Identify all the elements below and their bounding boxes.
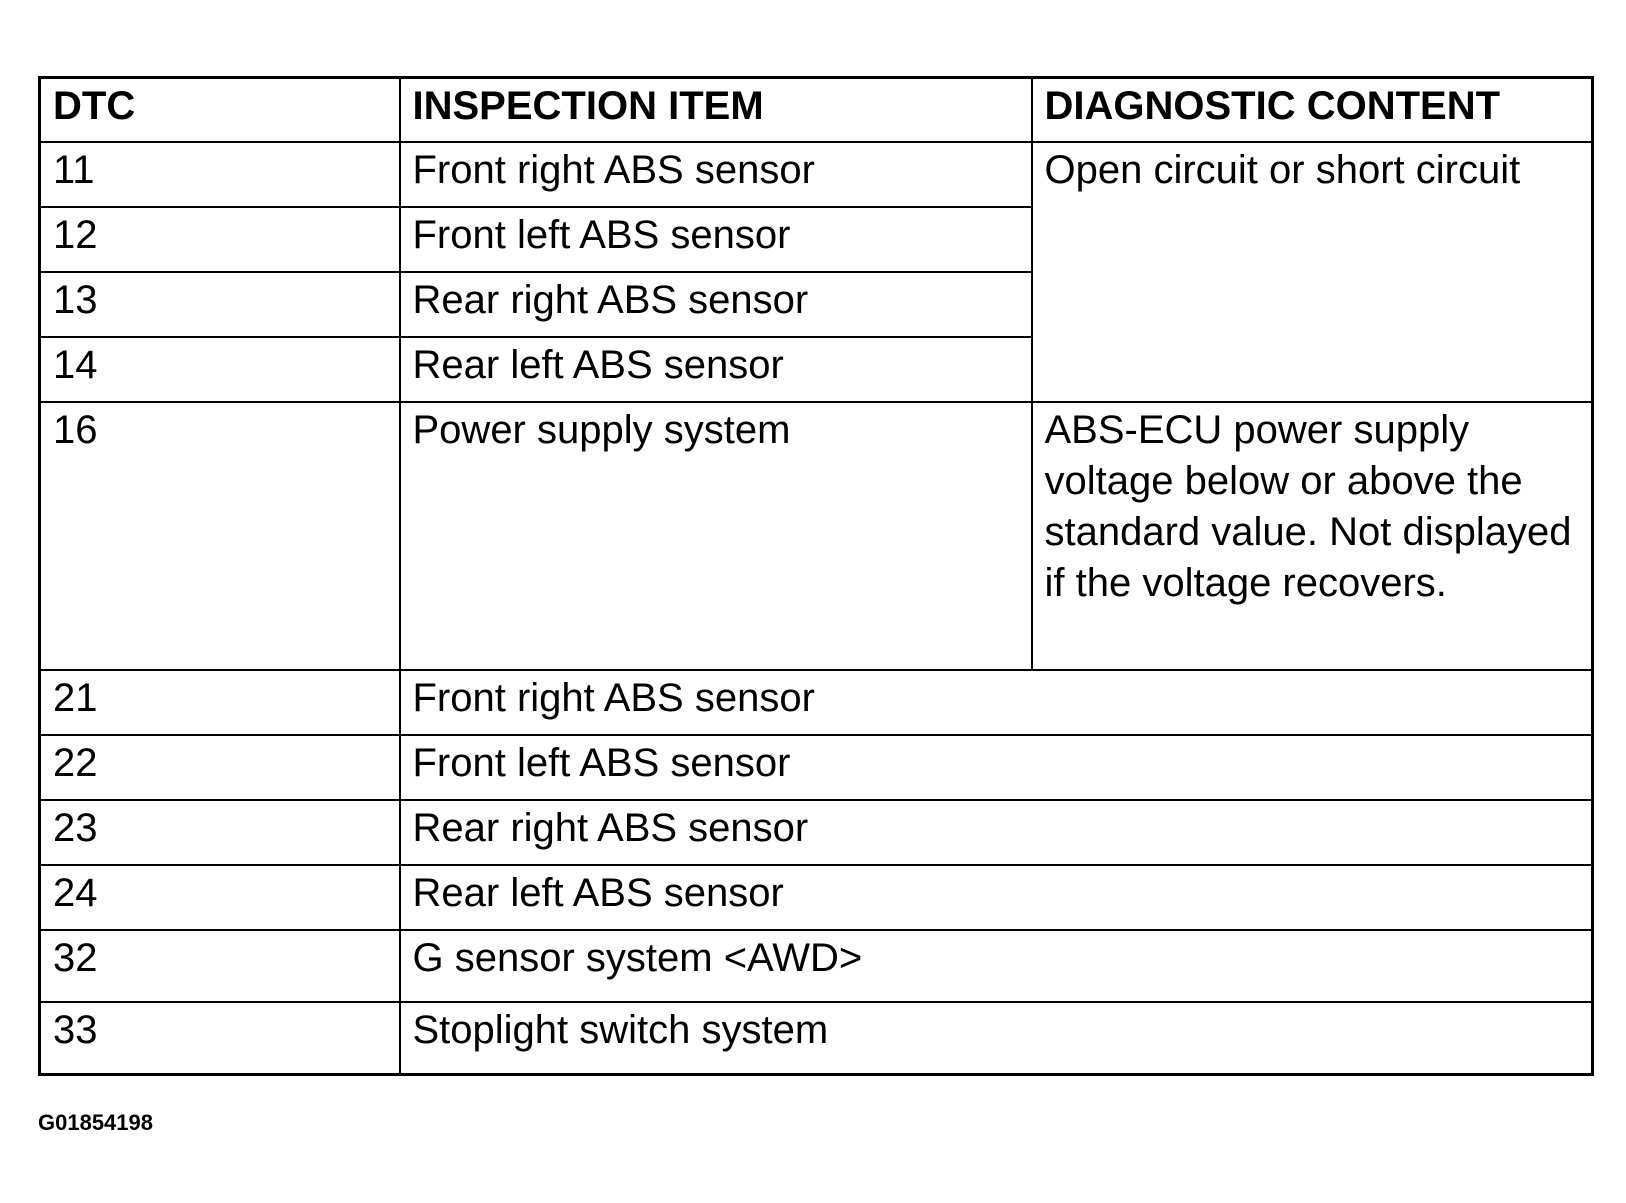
dtc-table — [38, 76, 1594, 1076]
dtc-cell: 11 — [40, 142, 400, 207]
inspection-item-cell: Rear left ABS sensor — [400, 865, 1593, 930]
table-row — [40, 800, 1593, 865]
dtc-cell: 12 — [40, 207, 400, 272]
diagnostic-content-cell: Open circuit or short circuit — [1032, 142, 1593, 402]
diagnostic-content-cell: ABS-ECU power supply voltage below or above the standard value. Not displayed if the voltage recovers. — [1032, 402, 1593, 670]
dtc-cell: 16 — [40, 402, 400, 670]
inspection-item-cell: Front right ABS sensor — [400, 670, 1593, 735]
table-row — [40, 142, 1593, 207]
table-row — [40, 930, 1593, 1002]
header-row — [40, 78, 1593, 143]
dtc-cell: 21 — [40, 670, 400, 735]
table-row — [40, 865, 1593, 930]
inspection-item-cell: Rear right ABS sensor — [400, 272, 1032, 337]
table-row — [40, 670, 1593, 735]
inspection-item-cell: Rear right ABS sensor — [400, 800, 1593, 865]
dtc-cell: 14 — [40, 337, 400, 402]
table-row — [40, 735, 1593, 800]
header-inspection-item: INSPECTION ITEM — [400, 78, 1032, 143]
header-diagnostic-content: DIAGNOSTIC CONTENT — [1032, 78, 1593, 143]
dtc-cell: 22 — [40, 735, 400, 800]
dtc-cell: 13 — [40, 272, 400, 337]
inspection-item-cell: Front left ABS sensor — [400, 735, 1593, 800]
inspection-item-cell: Front left ABS sensor — [400, 207, 1032, 272]
figure-id: G01854198 — [38, 1110, 153, 1135]
dtc-cell: 33 — [40, 1002, 400, 1075]
dtc-cell: 23 — [40, 800, 400, 865]
inspection-item-cell: Stoplight switch system — [400, 1002, 1593, 1075]
inspection-item-cell: G sensor system <AWD> — [400, 930, 1593, 1002]
inspection-item-cell: Rear left ABS sensor — [400, 337, 1032, 402]
dtc-cell: 24 — [40, 865, 400, 930]
dtc-cell: 32 — [40, 930, 400, 1002]
header-dtc: DTC — [40, 78, 400, 143]
table-row — [40, 402, 1593, 670]
inspection-item-cell: Power supply system — [400, 402, 1032, 670]
table-row — [40, 1002, 1593, 1075]
inspection-item-cell: Front right ABS sensor — [400, 142, 1032, 207]
